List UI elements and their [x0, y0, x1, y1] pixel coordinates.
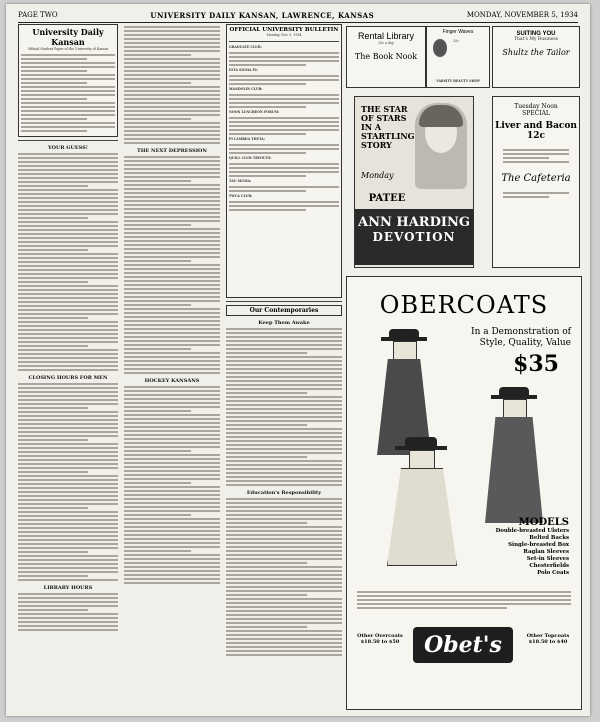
newspaper-page [6, 4, 590, 716]
newspaper-name: UNIVERSITY DAILY KANSAN, LAWRENCE, KANSAS [150, 10, 375, 20]
finger-price: 25c [453, 39, 459, 43]
special-price: 12c [526, 131, 545, 141]
models-heading: MODELS [518, 517, 569, 528]
bulletin-item: QUILL CLUB TRYOUTS: [229, 156, 272, 160]
movie-ad [354, 96, 474, 268]
model-item: Chesterfields [529, 563, 569, 569]
tailor-ad [492, 26, 580, 88]
overcoats-price: $35 [513, 351, 559, 377]
bulletin-item: IOTA SIGMA PI: [229, 68, 258, 72]
movie-star: ANN HARDING [358, 215, 470, 230]
page-number: PAGE TWO [18, 11, 58, 19]
tailor-tagline: That's My Business [513, 37, 559, 42]
special-dish: Liver and Bacon [495, 121, 577, 131]
contemporaries-subhead: Education's Responsibility [246, 490, 322, 496]
other-topcoats-price: Other Topcoats $18.50 to $40 [526, 633, 570, 645]
model-item: Polo Coats [537, 570, 569, 576]
overcoats-ad [346, 276, 582, 710]
column-3 [226, 24, 342, 714]
official-bulletin [226, 24, 342, 298]
rental-library-ad [346, 26, 426, 88]
rental-price: 25c a day [378, 41, 394, 45]
issue-date: MONDAY, NOVEMBER 5, 1934 [466, 11, 578, 19]
movie-title: DEVOTION [372, 230, 456, 244]
special-label: SPECIAL [522, 110, 550, 117]
store-logo: Obet's [413, 627, 513, 663]
movie-tagline: THE STAR OF STARS IN A STARTLING STORY [361, 104, 415, 150]
man-in-overcoat-illustration [479, 387, 549, 527]
column-2 [124, 24, 220, 714]
closing-hours-heading: CLOSING HOURS FOR MEN [28, 375, 108, 381]
model-item: Set-in Sleeves [526, 556, 569, 562]
contemporaries-heading: Our Contemporaries [226, 305, 342, 316]
bulletin-item: NOON LUNCHEON FORUM: [229, 110, 280, 114]
overcoats-subtitle: In a Demonstration of Style, Quality, Value [471, 327, 571, 348]
next-depression-heading: THE NEXT DEPRESSION [137, 148, 207, 154]
model-item: Double-breasted Ulsters [495, 528, 569, 534]
rental-shop: The Book Nook [354, 52, 418, 61]
bulletin-item: YWCA CLUB: [229, 194, 253, 198]
finger-title: Finger Waves [442, 29, 474, 35]
tailor-name: Shultz the Tailor [502, 48, 570, 57]
theatre-name: PATEE [368, 193, 406, 204]
bulletin-item: TAU SIGMA: [229, 179, 252, 183]
hockey-kansans-heading: HOCKEY KANSANS [144, 378, 200, 384]
contemporaries-subhead: Keep Them Awake [258, 320, 310, 326]
man-in-overcoat-illustration [381, 437, 461, 567]
bulletin-item: PI LAMBDA THETA: [229, 137, 265, 141]
bulletin-date: Monday, Nov. 5, 1934 [266, 33, 302, 37]
column-1 [18, 24, 118, 714]
models-list [479, 517, 569, 577]
cafeteria-ad [492, 96, 580, 268]
special-day: Tuesday Noon [514, 103, 558, 110]
rental-title: Rental Library [357, 31, 415, 41]
page-header [18, 8, 578, 23]
model-item: Raglan Sleeves [523, 549, 569, 555]
library-hours-heading: LIBRARY HOURS [43, 585, 93, 591]
bulletin-item: GRADUATE CLUB: [229, 45, 262, 49]
movie-day: Monday [361, 171, 394, 180]
model-item: Belted Backs [529, 535, 569, 541]
masthead-subtitle: Official Student Paper of the University of Kansas [27, 47, 109, 51]
masthead-title: University Daily Kansan [32, 27, 104, 47]
model-item: Single-breasted Box [508, 542, 569, 548]
other-overcoats-price: Other Overcoats $18.50 to $50 [357, 633, 403, 645]
bulletin-item: MANDOLIN CLUB: [229, 87, 263, 91]
woman-portrait-icon [433, 39, 447, 57]
bulletin-title: OFFICIAL UNIVERSITY BULLETIN [229, 27, 339, 33]
overcoats-title: OBERCOATS [379, 291, 549, 319]
your-guess-heading: YOUR GUESS! [48, 145, 88, 151]
finger-waves-ad [426, 26, 490, 88]
cafeteria-name: The Cafeteria [501, 173, 571, 184]
tailor-title: SUITING YOU [516, 31, 556, 37]
actress-portrait [415, 103, 467, 189]
finger-shop: VARSITY BEAUTY SHOP [436, 79, 480, 83]
